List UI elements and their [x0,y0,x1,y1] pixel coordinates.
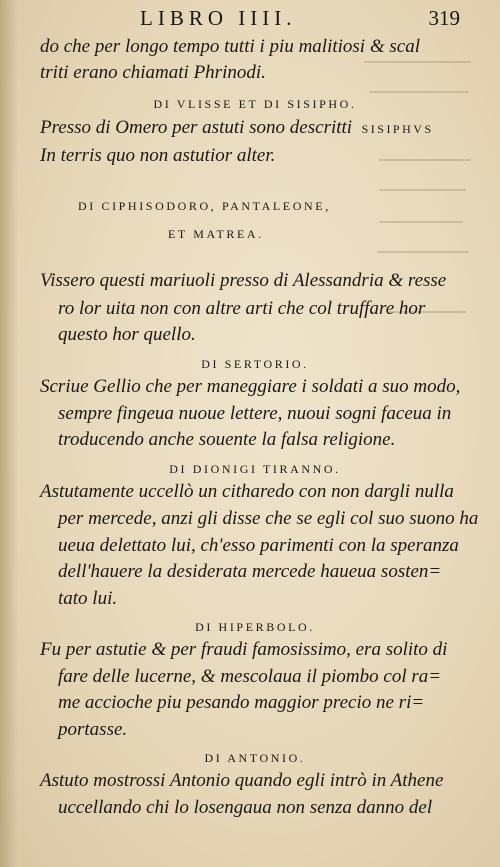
text-span: Presso di Omero per astuti sono descritti [40,117,353,138]
section-heading: DI ANTONIO. [204,751,306,765]
text-line: portasse. [58,719,128,740]
section-heading: DI VLISSE ET DI SISIPHO. [153,97,357,111]
text-line: Astuto mostrossi Antonio quando egli intrò in Athene [40,770,444,791]
text-line: do che per longo tempo tutti i piu malitiosi & scal [40,36,420,57]
section-heading: DI CIPHISODORO, PANTALEONE, [78,199,331,213]
section-heading: DI HIPERBOLO. [195,620,315,634]
text-line: per mercede, anzi gli disse che se egli col suo suono ha [58,508,479,529]
text-line: dell'hauere la desiderata mercede haueua sosten= [58,561,442,582]
text-line: me accioche piu pesando maggior precio ne ri= [58,692,425,713]
name-caps: SISIPHVS [361,122,434,136]
text-line: questo hor quello. [58,324,196,345]
section-heading: ET MATREA. [168,227,264,241]
book-title: LIBRO IIII. [140,6,297,30]
text-line: In terris quo non astutior alter. [40,145,276,166]
text-line: tato lui. [58,588,118,609]
text-line: Astutamente uccellò un citharedo con non dargli nulla [40,481,454,502]
running-header [140,6,460,32]
text-line: troducendo anche souente la falsa religione. [58,429,396,450]
section-heading: DI SERTORIO. [201,357,309,371]
text-line: Scriue Gellio che per maneggiare i soldati a suo modo, [40,376,461,397]
binding-gutter [0,0,18,867]
text-line: uccellando chi lo losengaua non senza danno del [58,797,433,818]
text-line: sempre fingeua nuoue lettere, nuoui sogni faceua in [58,403,452,424]
text-line: ro lor uita non con altre arti che col truffare hor [58,298,426,319]
page-number: 319 [428,6,460,30]
text-line: Fu per astutie & per fraudi famosissimo, era solito di [40,639,448,660]
text-line: ueua delettato lui, ch'esso parimenti con la speranza [58,535,459,556]
text-line [40,117,470,139]
text-line: Vissero questi mariuoli presso di Alessandria & resse [40,270,447,291]
text-line: fare delle lucerne, & mescolaua il piombo col ra= [58,666,442,687]
section-heading: DI DIONIGI TIRANNO. [169,462,341,476]
text-line: triti erano chiamati Phrinodi. [40,62,266,83]
